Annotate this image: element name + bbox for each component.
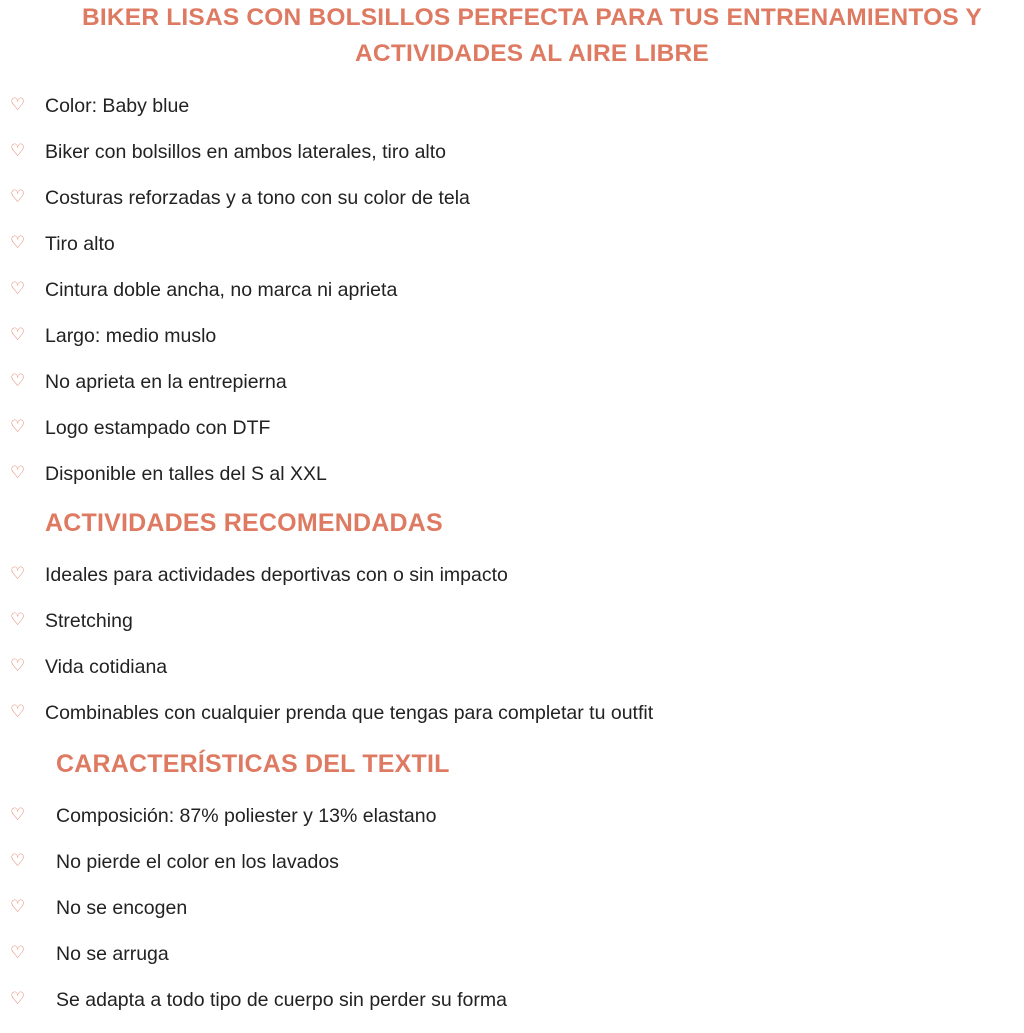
heart-outline-icon: ♡ xyxy=(10,233,26,253)
heart-outline-icon: ♡ xyxy=(10,656,26,676)
heart-outline-icon: ♡ xyxy=(10,851,26,871)
heart-outline-icon: ♡ xyxy=(10,417,26,437)
title-line-1: BIKER LISAS CON BOLSILLOS PERFECTA PARA TUS ENTRENAMIENTOS Y xyxy=(82,4,982,31)
heart-outline-icon: ♡ xyxy=(10,989,26,1009)
heart-outline-icon: ♡ xyxy=(10,463,26,483)
list-item-text: Vida cotidiana xyxy=(45,656,168,678)
list-item-text: No pierde el color en los lavados xyxy=(56,851,339,873)
heart-outline-icon: ♡ xyxy=(10,95,26,115)
list-item-text: Costuras reforzadas y a tono con su color de tela xyxy=(45,187,470,209)
page-title xyxy=(20,0,1024,72)
heart-outline-icon: ♡ xyxy=(10,943,26,963)
heart-outline-icon: ♡ xyxy=(10,897,26,917)
title-line-2: ACTIVIDADES AL AIRE LIBRE xyxy=(355,40,709,67)
list-item-text: No aprieta en la entrepierna xyxy=(45,371,287,393)
heart-outline-icon: ♡ xyxy=(10,610,26,630)
heart-outline-icon: ♡ xyxy=(10,279,26,299)
list-item-text: No se encogen xyxy=(56,897,188,919)
list-item-text: Combinables con cualquier prenda que tengas para completar tu outfit xyxy=(45,702,654,724)
heart-outline-icon: ♡ xyxy=(10,325,26,345)
list-item-text: No se arruga xyxy=(56,943,169,965)
list-item-text: Composición: 87% poliester y 13% elastano xyxy=(56,805,437,827)
list-item-text: Stretching xyxy=(45,610,133,632)
list-item-text: Cintura doble ancha, no marca ni aprieta xyxy=(45,279,398,301)
list-item-text: Color: Baby blue xyxy=(45,95,190,117)
list-item-text: Ideales para actividades deportivas con o sin impacto xyxy=(45,564,508,586)
list-item-text: Tiro alto xyxy=(45,233,115,255)
activities-heading: ACTIVIDADES RECOMENDADAS xyxy=(45,509,443,537)
textile-heading: CARACTERÍSTICAS DEL TEXTIL xyxy=(56,750,450,778)
heart-outline-icon: ♡ xyxy=(10,564,26,584)
list-item-text: Logo estampado con DTF xyxy=(45,417,271,439)
list-item-text: Se adapta a todo tipo de cuerpo sin perder su forma xyxy=(56,989,507,1011)
list-item-text: Largo: medio muslo xyxy=(45,325,217,347)
list-item-text: Biker con bolsillos en ambos laterales, tiro alto xyxy=(45,141,447,163)
heart-outline-icon: ♡ xyxy=(10,805,26,825)
heart-outline-icon: ♡ xyxy=(10,702,26,722)
heart-outline-icon: ♡ xyxy=(10,371,26,391)
heart-outline-icon: ♡ xyxy=(10,141,26,161)
list-item-text: Disponible en talles del S al XXL xyxy=(45,463,327,485)
heart-outline-icon: ♡ xyxy=(10,187,26,207)
